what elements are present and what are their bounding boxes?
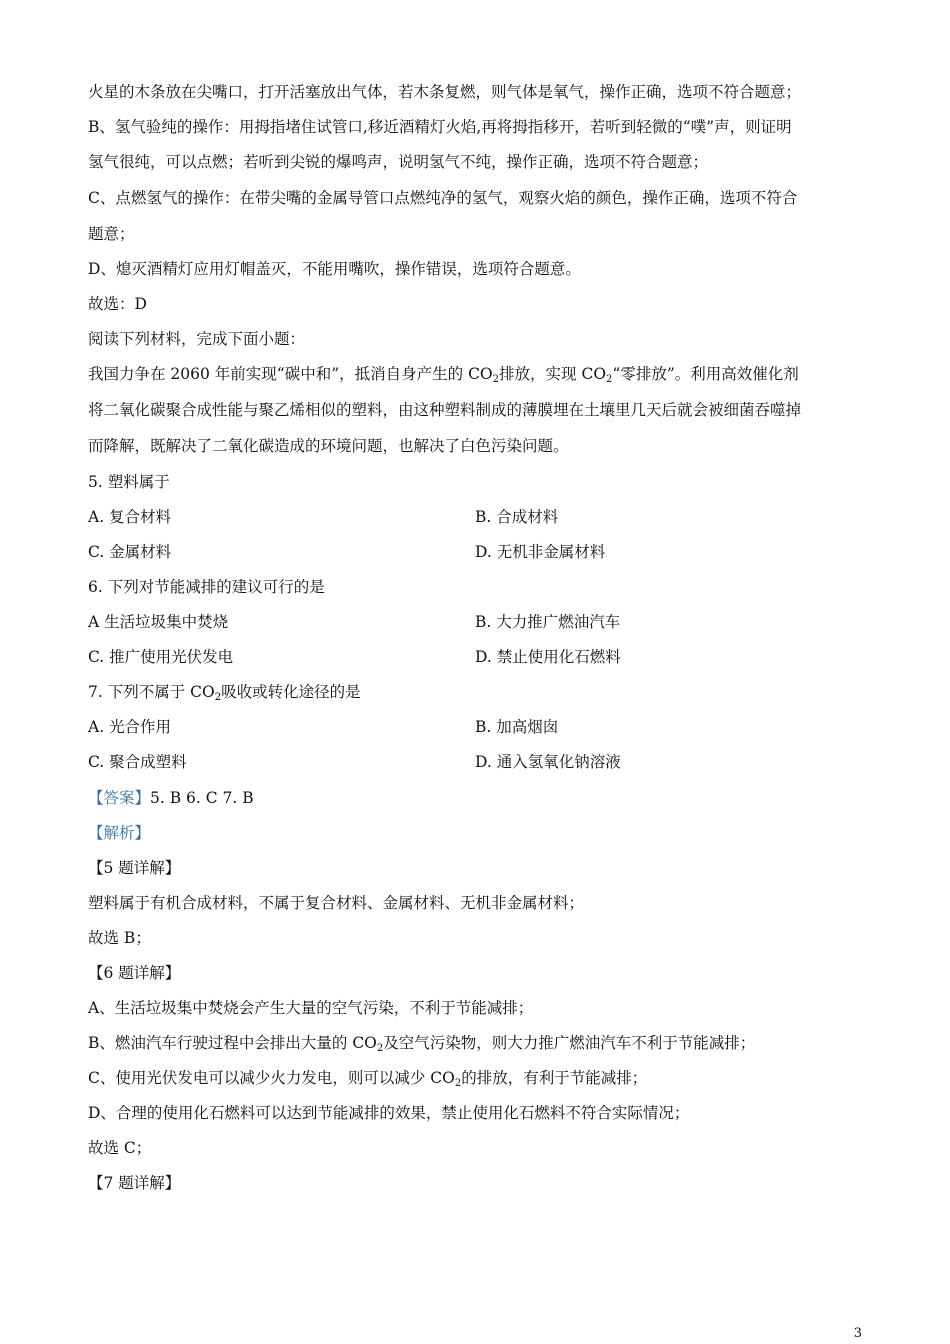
option-c: C. 金属材料 — [88, 543, 172, 561]
text-span: “零排放”。利用高效催化剂 — [612, 365, 799, 383]
question-6: 6. 下列对节能减排的建议可行的是 — [88, 578, 325, 596]
text-span: 7. 下列不属于 CO — [88, 683, 215, 701]
material-line: 而降解，既解决了二氧化碳造成的环境问题，也解决了白色污染问题。 — [88, 437, 569, 455]
page-number: 3 — [853, 1326, 862, 1341]
option-d: D. 无机非金属材料 — [475, 543, 606, 561]
answer-text: 5. B 6. C 7. B — [150, 789, 254, 807]
text-line: C、点燃氢气的操作：在带尖嘴的金属导管口点燃纯净的氢气，观察火焰的颜色，操作正确，选项不符合 — [88, 189, 798, 207]
option-a: A. 复合材料 — [88, 508, 172, 526]
subscript: 2 — [606, 374, 613, 385]
text-span: 吸收或转化途径的是 — [221, 683, 361, 701]
analysis-label: 【解析】 — [88, 824, 151, 842]
option-b: B. 大力推广燃油汽车 — [475, 613, 621, 631]
material-line — [88, 364, 799, 384]
option-d: D. 禁止使用化石燃料 — [475, 648, 621, 666]
question-7 — [88, 682, 361, 702]
text-span: C、使用光伏发电可以减少火力发电，则可以减少 CO — [88, 1069, 455, 1087]
subscript: 2 — [492, 374, 500, 385]
option-a: A. 光合作用 — [88, 718, 172, 736]
text-line: 火星的木条放在尖嘴口，打开活塞放出气体，若木条复燃，则气体是氧气，操作正确，选项不符合题意； — [88, 83, 802, 101]
option-b: B. 加高烟囱 — [475, 718, 559, 736]
option-c: C. 推广使用光伏发电 — [88, 648, 234, 666]
text-line: D、熄灭酒精灯应用灯帽盖灭，不能用嘴吹，操作错误，选项符合题意。 — [88, 260, 581, 278]
text-line: 故选 C； — [88, 1139, 152, 1157]
text-span: 的排放，有利于节能减排； — [461, 1069, 648, 1087]
option-d: D. 通入氢氧化钠溶液 — [475, 753, 621, 771]
subscript: 2 — [214, 692, 222, 703]
text-span: 及空气污染物，则大力推广燃油汽车不利于节能减排； — [383, 1034, 756, 1052]
subscript: 2 — [454, 1078, 462, 1089]
text-line: 塑料属于有机合成材料，不属于复合材料、金属材料、无机非金属材料； — [88, 894, 585, 912]
text-span: 我国力争在 2060 年前实现“碳中和”，抵消自身产生的 CO — [88, 365, 493, 383]
material-line: 将二氧化碳聚合成性能与聚乙烯相似的塑料，由这种塑料制成的薄膜埋在土壤里几天后就会被细菌吞噬掉 — [88, 401, 802, 419]
answer-line — [88, 788, 254, 808]
text-span: B、燃油汽车行驶过程中会排出大量的 CO — [88, 1034, 377, 1052]
text-line — [88, 1033, 755, 1053]
option-b: B. 合成材料 — [475, 508, 559, 526]
text-line: 题意； — [88, 225, 135, 243]
question-5: 5. 塑料属于 — [88, 473, 170, 491]
text-line: 阅读下列材料，完成下面小题： — [88, 330, 306, 348]
text-line: A、生活垃圾集中焚烧会产生大量的空气污染，不利于节能减排； — [88, 999, 534, 1017]
text-line — [88, 1068, 647, 1088]
answer-label: 【答案】 — [88, 789, 151, 807]
text-line: B、氢气验纯的操作：用拇指堵住试管口,移近酒精灯火焰,再将拇指移开，若听到轻微的“噗”声，则证明 — [88, 118, 792, 136]
detail-heading-7: 【7 题详解】 — [88, 1174, 181, 1192]
text-line: 氢气很纯，可以点燃；若听到尖锐的爆鸣声，说明氢气不纯，操作正确，选项不符合题意； — [88, 153, 709, 171]
detail-heading-6: 【6 题详解】 — [88, 964, 181, 982]
detail-heading-5: 【5 题详解】 — [88, 859, 181, 877]
subscript: 2 — [376, 1043, 384, 1054]
text-span: 排放，实现 CO — [499, 365, 607, 383]
text-line: D、合理的使用化石燃料可以达到节能减排的效果，禁止使用化石燃料不符合实际情况； — [88, 1104, 690, 1122]
text-line: 故选 B； — [88, 929, 151, 947]
option-c: C. 聚合成塑料 — [88, 753, 187, 771]
text-line: 故选：D — [88, 295, 147, 313]
option-a: A 生活垃圾集中焚烧 — [88, 613, 229, 631]
